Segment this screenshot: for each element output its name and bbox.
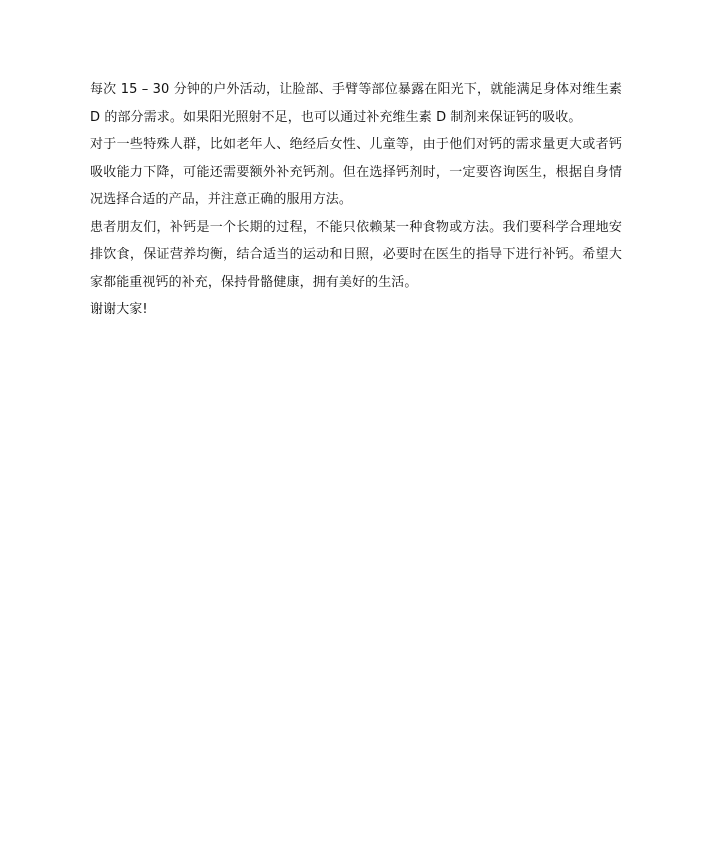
document-body (90, 76, 622, 324)
paragraph-vitamin-d: 每次 15 – 30 分钟的户外活动，让脸部、手臂等部位暴露在阳光下，就能满足身体对维生素 D 的部分需求。如果阳光照射不足，也可以通过补充维生素 D 制剂来保证钙的吸收。 (90, 82, 622, 125)
paragraph-conclusion: 患者朋友们，补钙是一个长期的过程，不能只依赖某一种食物或方法。我们要科学合理地安排饮食，保证营养均衡，结合适当的运动和日照，必要时在医生的指导下进行补钙。希望大家都能重视钙的补充，保持骨骼健康，拥有美好的生活。 (90, 219, 622, 290)
paragraph-thanks: 谢谢大家! (90, 302, 148, 317)
paragraph-special-groups: 对于一些特殊人群，比如老年人、绝经后女性、儿童等，由于他们对钙的需求量更大或者钙吸收能力下降，可能还需要额外补充钙剂。但在选择钙剂时，一定要咨询医生，根据自身情况选择合适的产品，并注意正确的服用方法。 (90, 137, 622, 207)
